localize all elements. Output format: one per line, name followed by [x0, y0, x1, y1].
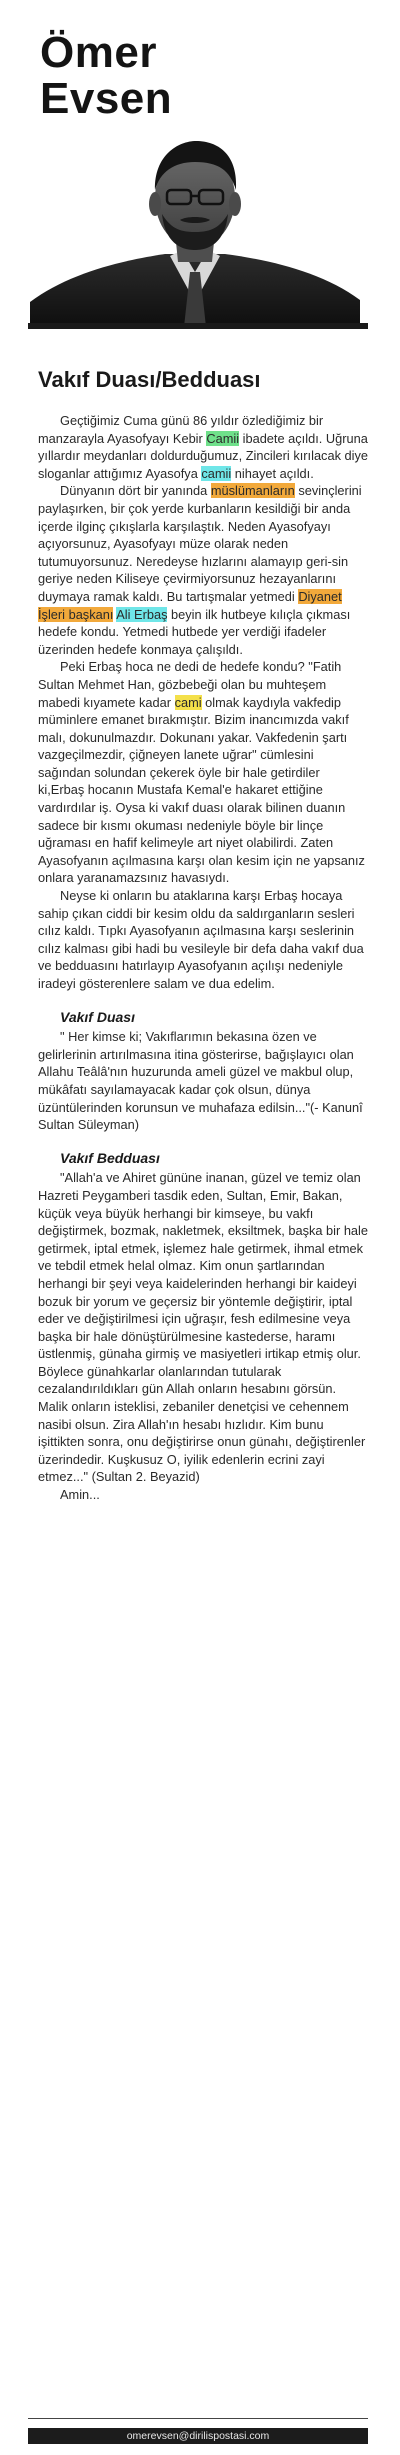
text-span: olmak kaydıyla vakfedip müminlere emanet bırakmıştır. Bizim inancımızda vakıf malı, dokunulmazdır. Dokunanı yakar. Vakfedenin şartı vazgeçilmezdir, çiğneyen lanete uğrar" cümlesini sağından solundan çekerek öyle bir hale getirdiler ki,Erbaş hocanın Mustafa Kemal'e hakaret ettiğine vardırdılar iş. Oysa ki vakıf duası olarak bilinen duanın sadece bir kısmı okuması nedeniyle böyle bir linçe uğraması en hafif kelimeyle art niyet olabilirdi. Zaten Ayasofyanın açılmasına karşı olan kesim için ne yapsanız onlara yaranamazsınız havasıydı. — [38, 694, 365, 886]
text-span: Geçtiğimiz Cuma günü 86 yıldır özlediğimiz bir manzarayla Ayasofyayı Kebir — [38, 413, 324, 446]
highlight-cyan: camii — [201, 465, 232, 481]
highlight-cyan: Ali Erbaş — [116, 606, 168, 622]
author-first-name: Ömer — [40, 28, 157, 77]
footer-rule — [28, 2418, 368, 2419]
article — [30, 340, 370, 1504]
paragraph-2 — [38, 482, 368, 658]
paragraph-5: " Her kimse ki; Vakıflarımın bekasına özen ve gelirlerinin artırılmasına itina gösterirse, bağışlayıcı olan Allahu Teâlâ'nın huzurunda ameli güzel ve makbul olup, mükâfatı sayılamayacak kadar çok olsun, dünya üzüntülerinden korunsun ve muhafaza edilsin..."(- Kanunî Sultan Süleyman) — [38, 1029, 363, 1133]
text-span: ibadete açıldı. Uğruna yıllardır meydanları doldurduğumuz, Zincileri kırılacak diye sloganlar attığımız Ayasofya — [38, 430, 369, 481]
subhead-vakif-duasi: Vakıf Duası — [60, 1008, 135, 1025]
highlight-yellow: cami — [174, 694, 202, 710]
text-span: Peki Erbaş hoca ne dedi de hedefe kondu? "Fatih Sultan Mehmet Han, gözbebeği olan bu muhteşem mabedi kıyamete kadar — [38, 659, 342, 710]
subhead-vakif-bedduasi: Vakıf Bedduası — [60, 1149, 160, 1166]
paragraph-7: Amin... — [60, 1487, 100, 1503]
text-span: nihayet açıldı. — [231, 465, 314, 481]
highlight-green: Camii — [206, 430, 240, 446]
text-span: Dünyanın dört bir yanında — [60, 483, 211, 499]
author-last-name: Evsen — [40, 74, 173, 123]
highlight-orange: Diyanet İşleri başkanı — [38, 588, 342, 622]
author-email: omerevsen@dirilispostasi.com — [28, 2428, 368, 2444]
article-body — [38, 412, 368, 1504]
highlight-orange: müslümanların — [210, 483, 295, 499]
author-portrait — [30, 132, 360, 327]
paragraph-1 — [38, 412, 368, 482]
text-span: beyin ilk hutbeye kılıçla çıkması hedefe kondu. Yetmedi hutbede yer verdiği ifadeler üzerinden hedefe konmaya çalışıldı. — [38, 606, 351, 657]
author-name — [40, 30, 172, 122]
paragraph-4: Neyse ki onların bu ataklarına karşı Erbaş hocaya sahip çıkan ciddi bir kesim oldu da saldırganların sesleri cılız kaldı. Tıpkı Ayasofyanın açılmasına karşı seslerinin cılız kalması gibi hadi bu vesileyle bir defa daha vakıf dua ve bedduasını hatırlayıp Ayasofyanın açılışı nedeniyle iradeyi gösterenlere salam ve dua edelim. — [38, 888, 364, 991]
column-header — [0, 0, 400, 332]
article-title: Vakıf Duası/Bedduası — [38, 367, 261, 392]
header-rule — [28, 323, 368, 329]
paragraph-3 — [38, 658, 368, 887]
text-span: sevinçlerini paylaşırken, bir çok yerde kurbanların kesildiği bir anda içerde ilginç çıkışlarla karşılaştık. Neden Ayasofyayı açıyorsunuz, Ayasofyayı müze olarak neden tutumuyorsunuz. Neredeyse hızlarını alamayıp geri-sin geriye neden Kiliseye çevirmiyorsunuz hezayanlarını duymaya ramak kaldı. Bu tartışmalar yetmedi — [38, 483, 362, 604]
paragraph-6: "Allah'a ve Ahiret gününe inanan, güzel ve temiz olan Hazreti Peygamberi tasdik eden, Sultan, Emir, Bakan, küçük veya büyük herhangi bir kimseye, bu vakfı değiştirmek, bozmak, nakletmek, eksiltmek, başka bir hale getirmek, iptal etmek, işlemez hale getirmek, ihmal etmek ve tebdil etmek helal olmaz. Kim onun şartlarından herhangi bir şeyi veya kaidelerinden herhangi bir kaideyi bozuk bir yorum ve geçersiz bir yöntemle değiştirir, iptal eder ve değiştirilmesi için uğraşır, fesh edilmesine veya başka bir hale dönüştürülmesine kastederse, haramı üstlenmiş, günaha girmiş ve masiyetleri irtikap etmiş olur. Böylece günahkarlar olanlarından tutularak cezalandırıldıkları gün Allah onların hesabını görsün. Malik onların isteklisi, zebaniler denetçisi ve cehennem nasibi olsun. Zira Allah'ın hesabı hızlıdır. Kim bunu işittikten sonra, onu değiştirirse onun günahı, değiştirenler üzerindedir. Kuşkusuz O, iyilik edenlerin ecrini zayi etmez..." (Sultan 2. Beyazid) — [38, 1170, 369, 1485]
